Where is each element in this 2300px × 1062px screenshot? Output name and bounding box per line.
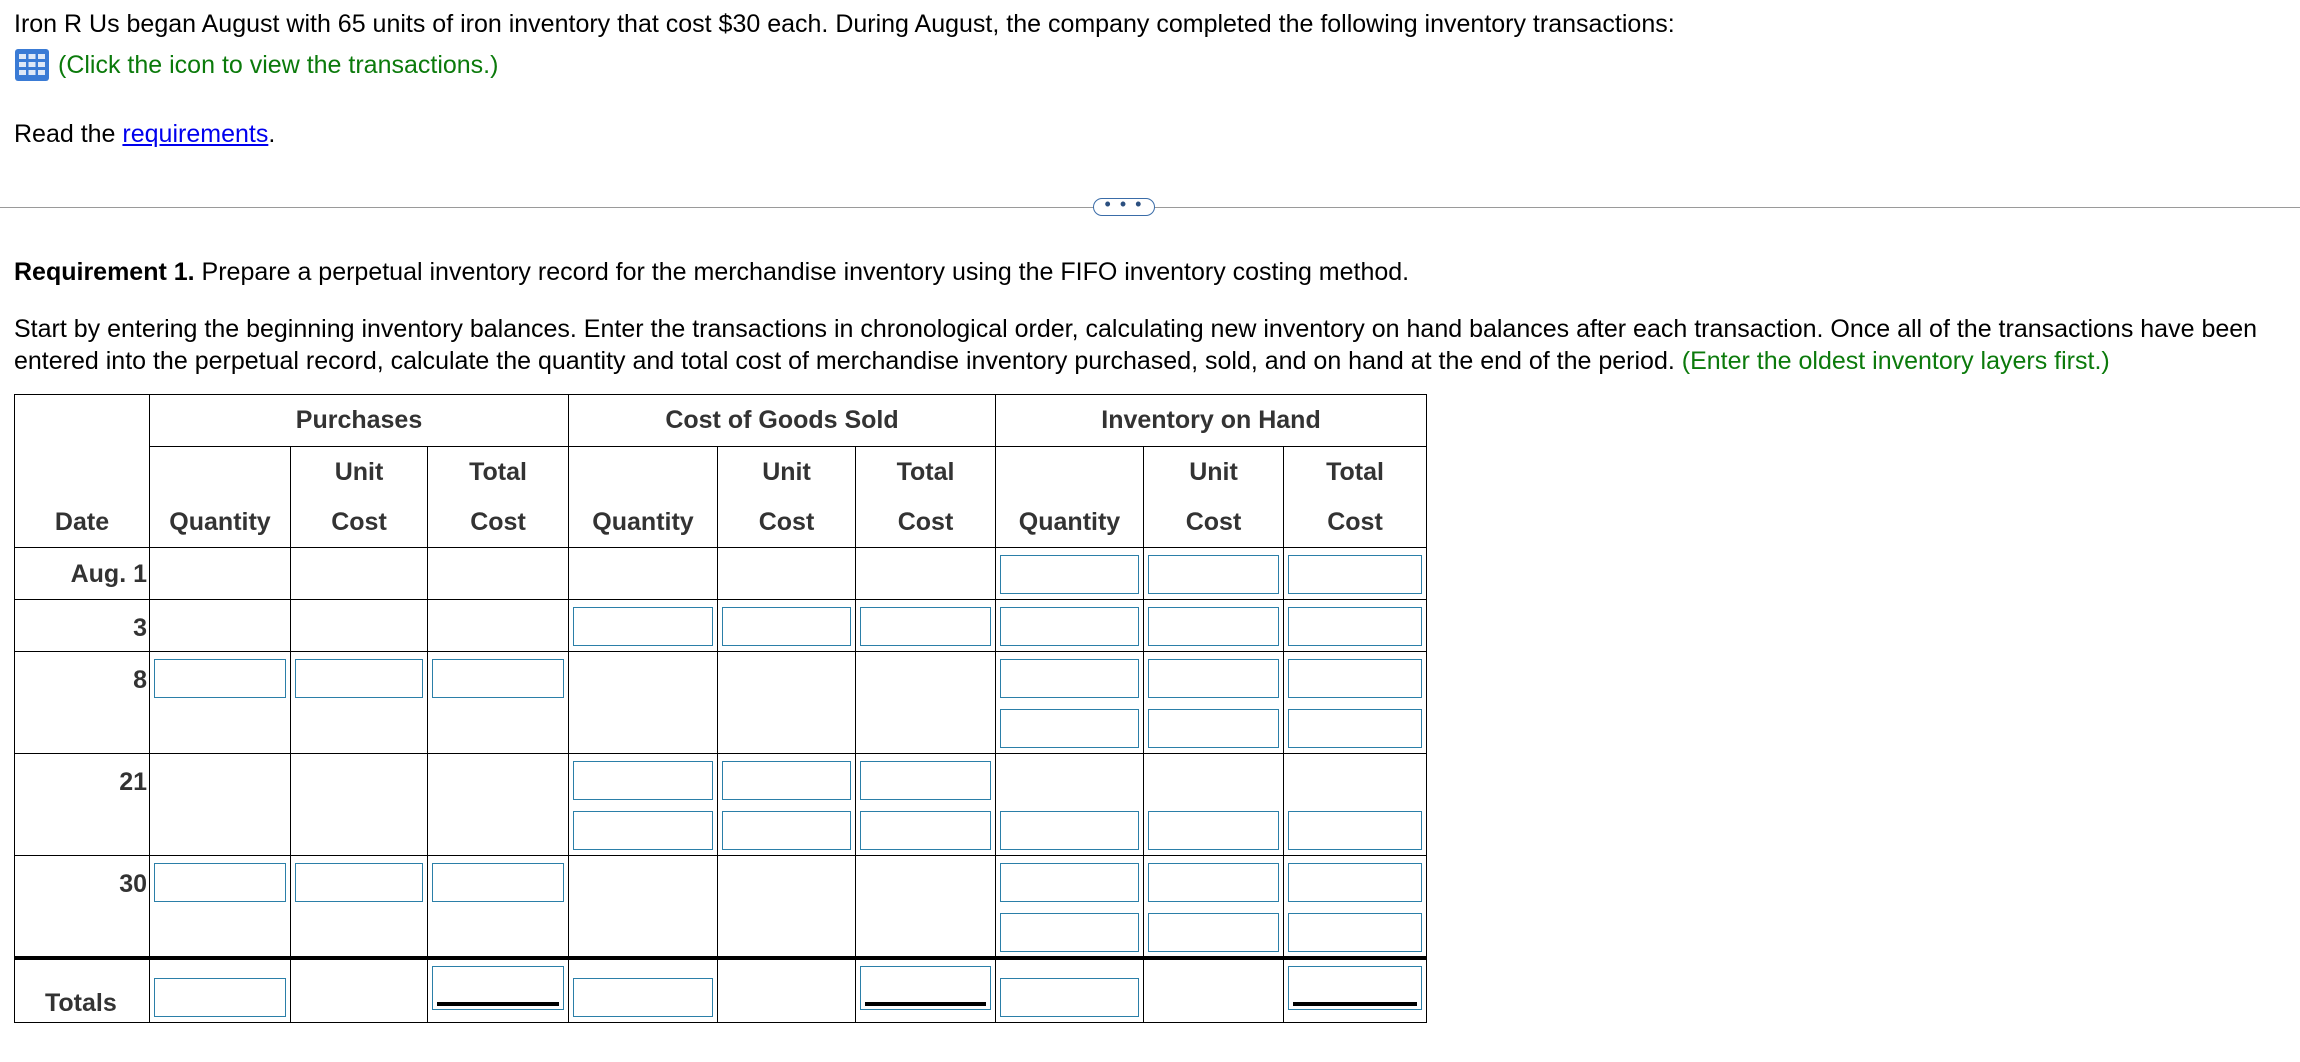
requirement-1-text: Prepare a perpetual inventory record for the merchandise inventory using the FIFO inventory costing method.	[194, 258, 1410, 286]
table-row	[15, 754, 1427, 856]
cogs-unit-cost-input[interactable]	[722, 607, 851, 646]
onhand-total-cost-input[interactable]	[1288, 811, 1422, 850]
onhand-unit-cost-input[interactable]	[1148, 607, 1279, 646]
onhand-quantity-input[interactable]	[1000, 913, 1139, 952]
table-row	[15, 856, 1427, 959]
cogs-total-cost-input[interactable]	[860, 761, 991, 800]
header-unit-top: Unit	[334, 458, 384, 486]
total-onhand-quantity-input[interactable]	[1000, 978, 1139, 1017]
header-total-top: Total	[469, 458, 527, 486]
header-unit-bottom: Cost	[1185, 508, 1242, 536]
empty-cell	[856, 652, 996, 754]
empty-cell	[1144, 958, 1284, 1022]
header-total-bottom: Cost	[470, 508, 526, 536]
empty-cell	[428, 548, 569, 600]
total-cogs-cost-input[interactable]	[860, 966, 991, 1010]
row-date: 30	[15, 856, 150, 959]
header-purchases-unit-cost	[291, 447, 428, 548]
header-quantity-label: Quantity	[169, 508, 271, 536]
header-blank	[15, 395, 150, 447]
header-purchases: Purchases	[150, 395, 569, 447]
header-total-bottom: Cost	[897, 508, 954, 536]
total-purchase-quantity-input[interactable]	[154, 978, 286, 1017]
empty-cell	[291, 958, 428, 1022]
cogs-total-cost-input[interactable]	[860, 811, 991, 850]
empty-cell	[291, 600, 428, 652]
requirements-link[interactable]: requirements	[122, 120, 269, 148]
total-onhand-cost-input[interactable]	[1288, 966, 1422, 1010]
purchase-quantity-input[interactable]	[154, 659, 286, 698]
header-cogs: Cost of Goods Sold	[569, 395, 996, 447]
view-transactions-text[interactable]: (Click the icon to view the transactions.)	[58, 51, 499, 79]
transactions-link-row[interactable]	[14, 48, 498, 82]
cogs-unit-cost-input[interactable]	[722, 761, 851, 800]
empty-cell	[718, 856, 856, 959]
totals-label: Totals	[15, 958, 150, 1022]
empty-cell	[291, 754, 428, 856]
table-row	[15, 600, 1427, 652]
empty-cell	[569, 856, 718, 959]
onhand-total-cost-input[interactable]	[1288, 659, 1422, 698]
header-inventory-on-hand: Inventory on Hand	[996, 395, 1427, 447]
header-unit-bottom: Cost	[331, 508, 387, 536]
row-date: 3	[15, 600, 150, 652]
instructions-body: Start by entering the beginning inventory balances. Enter the transactions in chronological order, calculating new inventory on hand balances after each transaction. Once all of the transactions have been entered into the perpetual record, calculate the quantity and total cost of merchandise inventory purchased, sold, and on hand at the end of the period.	[14, 315, 2258, 375]
double-underline	[437, 1002, 559, 1006]
empty-cell	[428, 754, 569, 856]
cogs-quantity-input[interactable]	[573, 761, 713, 800]
header-quantity-label: Quantity	[1018, 508, 1121, 536]
header-unit-top: Unit	[762, 458, 811, 486]
double-underline	[1293, 1002, 1417, 1006]
header-unit-bottom: Cost	[758, 508, 815, 536]
header-purchases-total-cost	[428, 447, 569, 548]
header-onhand-unit-cost	[1144, 447, 1284, 548]
perpetual-inventory-table	[14, 394, 1427, 1023]
table-row	[15, 652, 1427, 754]
onhand-quantity-input[interactable]	[1000, 811, 1139, 850]
empty-cell	[569, 548, 718, 600]
onhand-quantity-input[interactable]	[1000, 659, 1139, 698]
onhand-quantity-input[interactable]	[1000, 863, 1139, 902]
purchase-unit-cost-input[interactable]	[295, 863, 423, 902]
onhand-unit-cost-input[interactable]	[1148, 913, 1279, 952]
table-row	[15, 548, 1427, 600]
empty-cell	[291, 548, 428, 600]
onhand-unit-cost-input[interactable]	[1148, 659, 1279, 698]
read-requirements-line	[14, 118, 275, 150]
read-suffix: .	[268, 120, 276, 148]
onhand-unit-cost-input[interactable]	[1148, 811, 1279, 850]
header-purchases-quantity	[150, 447, 291, 548]
onhand-unit-cost-input[interactable]	[1148, 863, 1279, 902]
total-cogs-quantity-input[interactable]	[573, 978, 713, 1017]
empty-cell	[150, 548, 291, 600]
onhand-quantity-input[interactable]	[1000, 555, 1139, 594]
onhand-total-cost-input[interactable]	[1288, 607, 1422, 646]
cogs-quantity-input[interactable]	[573, 607, 713, 646]
read-prefix: Read the	[14, 120, 123, 148]
onhand-unit-cost-input[interactable]	[1148, 709, 1279, 748]
purchase-total-cost-input[interactable]	[432, 659, 564, 698]
onhand-total-cost-input[interactable]	[1288, 863, 1422, 902]
requirement-1-heading	[14, 256, 1409, 288]
onhand-total-cost-input[interactable]	[1288, 709, 1422, 748]
header-date-label: Date	[54, 508, 110, 536]
requirement-1-label: Requirement 1.	[14, 258, 195, 286]
empty-cell	[150, 600, 291, 652]
header-cogs-unit-cost	[718, 447, 856, 548]
header-cogs-total-cost	[856, 447, 996, 548]
empty-cell	[856, 548, 996, 600]
empty-cell	[569, 652, 718, 754]
onhand-unit-cost-input[interactable]	[1148, 555, 1279, 594]
onhand-quantity-input[interactable]	[1000, 607, 1139, 646]
empty-cell	[718, 548, 856, 600]
expand-more-button[interactable]: • • •	[1093, 198, 1155, 216]
header-total-top: Total	[1326, 458, 1384, 486]
purchase-quantity-input[interactable]	[154, 863, 286, 902]
instructions-hint: (Enter the oldest inventory layers first.)	[1681, 347, 2110, 375]
purchase-unit-cost-input[interactable]	[295, 659, 423, 698]
cogs-unit-cost-input[interactable]	[722, 811, 851, 850]
cogs-quantity-input[interactable]	[573, 811, 713, 850]
header-cogs-quantity	[569, 447, 718, 548]
header-onhand-total-cost	[1284, 447, 1427, 548]
header-unit-top: Unit	[1189, 458, 1238, 486]
empty-cell	[718, 958, 856, 1022]
header-onhand-quantity	[996, 447, 1144, 548]
header-date	[15, 447, 150, 548]
row-date: 8	[15, 652, 150, 754]
instructions-text	[14, 313, 2289, 377]
onhand-total-cost-input[interactable]	[1288, 555, 1422, 594]
empty-cell	[150, 754, 291, 856]
row-date: Aug. 1	[15, 548, 150, 600]
table-grid-icon[interactable]	[14, 48, 50, 82]
onhand-quantity-input[interactable]	[1000, 709, 1139, 748]
onhand-total-cost-input[interactable]	[1288, 913, 1422, 952]
totals-row	[15, 958, 1427, 1022]
double-underline	[865, 1002, 986, 1006]
header-total-bottom: Cost	[1327, 508, 1383, 536]
header-total-top: Total	[896, 458, 955, 486]
total-purchase-cost-input[interactable]	[432, 966, 564, 1010]
empty-cell	[856, 856, 996, 959]
row-date: 21	[15, 754, 150, 856]
empty-cell	[718, 652, 856, 754]
header-quantity-label: Quantity	[592, 508, 694, 536]
purchase-total-cost-input[interactable]	[432, 863, 564, 902]
intro-text: Iron R Us began August with 65 units of iron inventory that cost $30 each. During August, the company completed the following inventory transactions:	[14, 10, 1675, 38]
empty-cell	[428, 600, 569, 652]
cogs-total-cost-input[interactable]	[860, 607, 991, 646]
